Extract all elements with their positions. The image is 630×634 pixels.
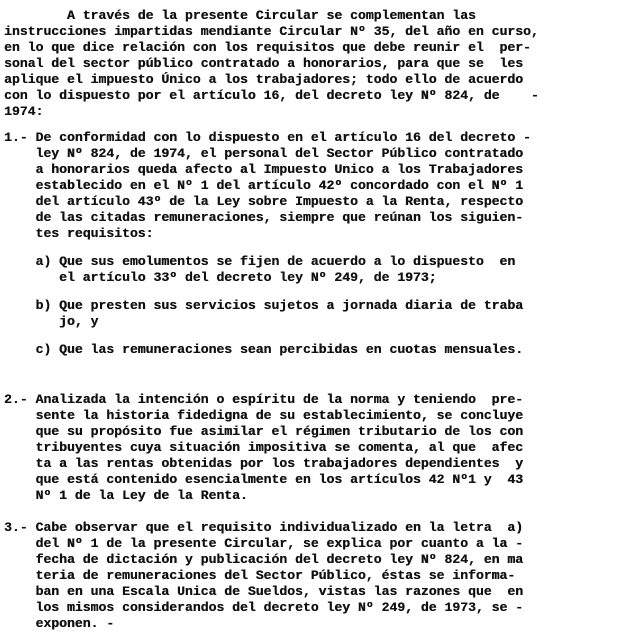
text-line: tribuyentes cuya situación impositiva se comenta, al que afec: [4, 440, 524, 455]
text-line: el artículo 33º del decreto ley Nº 249, de 1973;: [4, 270, 437, 285]
text-line: del Nº 1 de la presente Circular, se explica por cuanto a la -: [4, 536, 524, 551]
text-line: ta a las rentas obtenidas por los trabajadores dependientes y: [4, 456, 524, 471]
text-line: ban en una Escala Unica de Sueldos, vistas las razones que en: [4, 584, 524, 599]
text-line: jo, y: [4, 314, 99, 329]
text-line: 3.- Cabe observar que el requisito individualizado en la letra a): [4, 520, 524, 535]
text-line: de las citadas remuneraciones, siempre que reúnan los siguien-: [4, 210, 524, 225]
text-line: 1974:: [4, 104, 44, 119]
text-line: los mismos considerandos del decreto ley Nº 249, de 1973, se -: [4, 600, 524, 615]
text-line: que está contenido esencialmente en los artículos 42 Nº1 y 43: [4, 472, 524, 487]
text-line: a honorarios queda afecto al Impuesto Unico a los Trabajadores: [4, 162, 524, 177]
text-line: aplique el impuesto Único a los trabajadores; todo ello de acuerdo: [4, 72, 524, 87]
text-line: establecido en el Nº 1 del artículo 42º concordado con el Nº 1: [4, 178, 524, 193]
text-line: en lo que dice relación con los requisitos que debe reunir el per-: [4, 40, 531, 55]
text-line: con lo dispuesto por el artículo 16, del decreto ley Nº 824, de -: [4, 88, 539, 103]
text-line: A través de la presente Circular se complementan las: [4, 8, 476, 23]
text-line: Nº 1 de la Ley de la Renta.: [4, 488, 248, 503]
text-line: instrucciones impartidas mendiante Circular Nº 35, del año en curso,: [4, 24, 539, 39]
text-line: ley Nº 824, de 1974, el personal del Sector Público contratado: [4, 146, 524, 161]
text-line: b) Que presten sus servicios sujetos a jornada diaria de traba: [4, 298, 524, 313]
text-line: 1.- De conformidad con lo dispuesto en el artículo 16 del decreto -: [4, 130, 531, 145]
text-line: fecha de dictación y publicación del decreto ley Nº 824, en ma: [4, 552, 524, 567]
text-line: del artículo 43º de la Ley sobre Impuesto a la Renta, respecto: [4, 194, 524, 209]
text-line: 2.- Analizada la intención o espíritu de la norma y teniendo pre-: [4, 392, 524, 407]
text-line: a) Que sus emolumentos se fijen de acuerdo a lo dispuesto en: [4, 254, 516, 269]
text-line: sente la historia fidedigna de su establecimiento, se concluye: [4, 408, 524, 423]
text-line: tes requisitos:: [4, 226, 154, 241]
text-line: c) Que las remuneraciones sean percibidas en cuotas mensuales.: [4, 342, 524, 357]
text-line: sonal del sector público contratado a honorarios, para que se les: [4, 56, 524, 71]
text-line: teria de remuneraciones del Sector Público, éstas se informa-: [4, 568, 516, 583]
text-line: exponen. -: [4, 616, 115, 631]
text-line: que su propósito fue asimilar el régimen tributario de los con: [4, 424, 524, 439]
